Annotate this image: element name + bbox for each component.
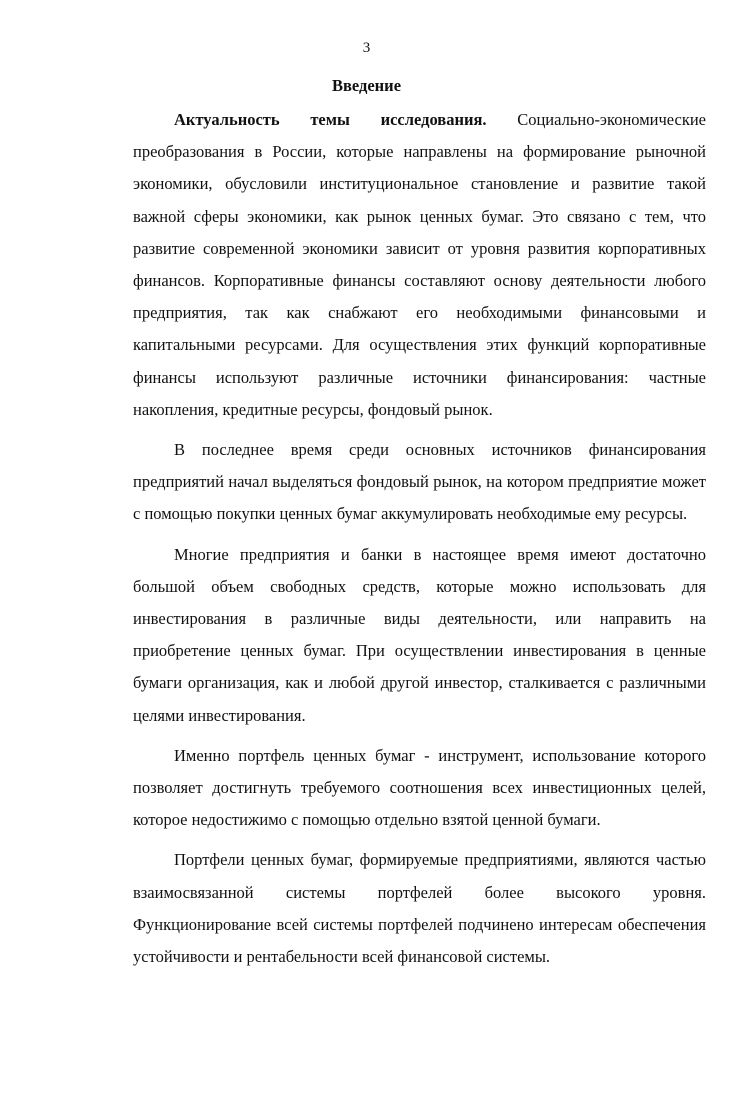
section-heading: Введение [331,76,402,95]
paragraph-stock-market: В последнее время среди основных источников финансирования предприятий начал выделяться фондовый рынок, на котором предприятие может с помощью покупки ценных бумаг аккумулировать необходимые ему ресурсы. [133,440,706,524]
relevance-text: Социально-экономические преобразования в России, которые направлены на формирование рыночной экономики, обусловили институциональное становление и развитие такой важной сферы экономики, как рынок ценных бумаг. Это связано с тем, что развитие современной экономики зависит от уровня развития корпоративных финансов. Корпоративные финансы составляют основу деятельности любого предприятия, так как снабжают его необходимыми финансовыми и капитальными ресурсами. Для осуществления этих функций корпоративные финансы используют различные источники финансирования: частные накопления, кредитные ресурсы, фондовый рынок. [133,110,707,419]
paragraph-relevance [133,104,706,426]
paragraph-free-funds: Многие предприятия и банки в настоящее время имеют достаточно большой объем свободных средств, которые можно использовать для инвестирования в различные виды деятельности, или направить на приобретение ценных бумаг. При осуществлении инвестирования в ценные бумаги организация, как и любой другой инвестор, сталкивается с различными целями инвестирования. [133,544,706,725]
paragraph-portfolio-tool: Именно портфель ценных бумаг - инструмент, использование которого позволяет достигнуть требуемого соотношения всех инвестиционных целей, которое недостижимо с помощью отдельно взятой ценной бумаги. [133,745,706,830]
page-number: 3 [362,40,371,56]
paragraph-portfolio-system: Портфели ценных бумаг, формируемые предприятиями, являются частью взаимосвязанной системы портфелей более высокого уровня. Функционирование всей системы портфелей подчинено интересам обеспечения устойчивости и рентабельности всей финансовой системы. [133,850,706,967]
document-body [133,104,706,973]
relevance-lead: Актуальность темы исследования. [174,110,487,129]
